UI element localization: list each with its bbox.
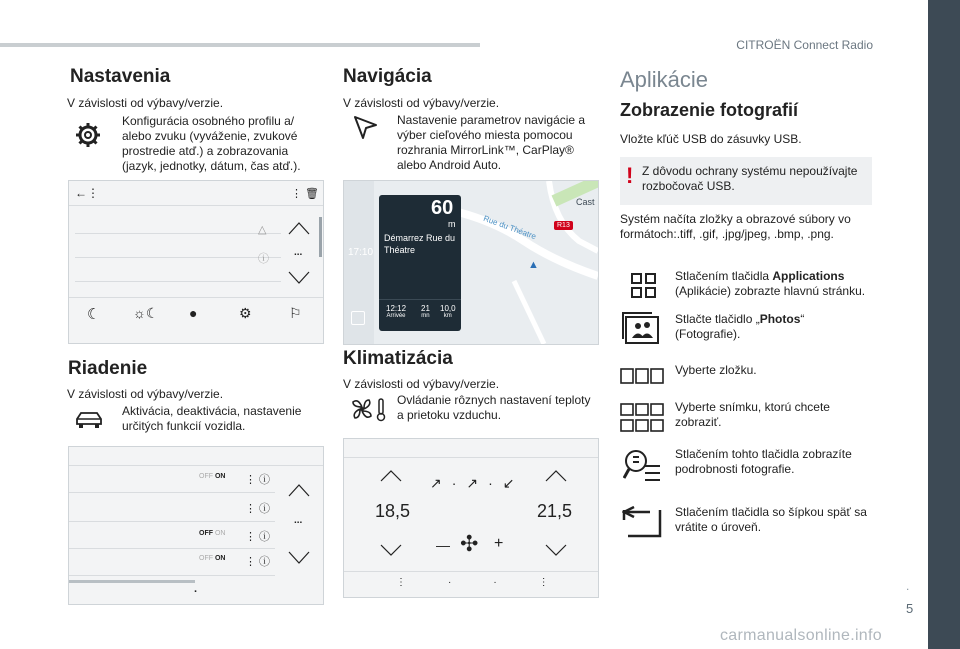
photo-details-icon xyxy=(623,448,661,486)
step-photos: Stlačte tlačidlo „Photos“ (Fotografie). xyxy=(675,312,805,341)
photos-section-title: Zobrazenie fotografií xyxy=(620,100,799,120)
scroll-up-icon[interactable] xyxy=(288,221,310,240)
back-arrow-icon[interactable]: ←⋮ xyxy=(75,186,99,200)
guidance-card xyxy=(379,195,461,331)
bottom-dots: ⋮··⋮ xyxy=(396,577,591,588)
navigation-arrow-icon xyxy=(352,114,380,142)
road-label: Rue du Théatre xyxy=(482,213,538,242)
location-settings-icon[interactable]: ⚐ xyxy=(289,305,302,321)
temp-left-up-icon[interactable] xyxy=(380,469,402,487)
climate-screen xyxy=(343,438,599,598)
page-dot: . xyxy=(194,583,198,595)
warning-note: ! Z dôvodu ochrany systému nepoužívajte rozbočovač USB. xyxy=(620,157,872,205)
photos-icon xyxy=(622,309,660,345)
riadenie-title: Riadenie xyxy=(68,358,148,379)
step-applications: Stlačením tlačidla Applications (Aplikácie) zobrazte hlavnú stránku. xyxy=(675,269,866,298)
row-2-info-icon[interactable]: ⋮ ⓘ xyxy=(245,503,271,515)
toggle-1[interactable]: OFF ON xyxy=(199,473,226,480)
duration: 21 mn xyxy=(421,304,430,319)
navigacia-title: Navigácia xyxy=(343,66,432,87)
step-details: Stlačením tohto tlačidla zobrazíte podrobnosti fotografie. xyxy=(675,447,852,476)
position-arrow-icon: ▲ xyxy=(528,259,539,271)
temp-right-up-icon[interactable] xyxy=(545,469,567,487)
brightness-icon[interactable]: ☼☾ xyxy=(133,305,159,321)
temp-right-down-icon[interactable] xyxy=(545,543,567,561)
applications-grid-icon xyxy=(631,273,657,299)
scroll-down-icon[interactable] xyxy=(288,551,310,570)
page-dots: ... xyxy=(294,247,303,258)
navigation-screen xyxy=(343,180,599,345)
road-badge: R13 xyxy=(554,221,573,230)
turn-distance: 60 xyxy=(431,197,454,219)
fan-increase-icon[interactable]: + xyxy=(494,535,504,552)
scroll-up-icon[interactable] xyxy=(288,483,310,502)
step-back: Stlačením tlačidla so šípkou späť sa vrátite o úroveň. xyxy=(675,505,867,534)
folders-row-icon xyxy=(620,367,664,385)
back-arrow-icon xyxy=(622,506,662,538)
temp-left-down-icon[interactable] xyxy=(380,543,402,561)
air-distribution-icons[interactable]: ↗·↗·↙ xyxy=(430,475,525,491)
nastavenia-title: Nastavenia xyxy=(70,66,171,87)
page-number: 5 xyxy=(906,601,914,616)
car-icon xyxy=(74,409,104,431)
navigacia-sub: V závislosti od výbavy/verzie. xyxy=(343,96,500,110)
tab-indicator xyxy=(69,580,195,583)
step-folder: Vyberte zložku. xyxy=(675,363,757,377)
info-icon: ⓘ xyxy=(258,253,269,265)
row-4-info-icon[interactable]: ⋮ ⓘ xyxy=(245,556,271,568)
klimatizacia-desc: Ovládanie rôznych nastavení teploty a prietoku vzduchu. xyxy=(397,393,591,422)
fan-temperature-icon xyxy=(350,396,388,422)
usb-intro: Vložte kľúč USB do zásuvky USB. xyxy=(620,132,802,146)
top-rule xyxy=(0,43,480,47)
street-instruction: Démarrez Rue du Théatre xyxy=(384,233,456,255)
klimatizacia-sub: V závislosti od výbavy/verzie. xyxy=(343,377,500,391)
side-band xyxy=(928,0,960,649)
row-3-info-icon[interactable]: ⋮ ⓘ xyxy=(245,531,271,543)
fan-icon: ✣ xyxy=(460,531,479,556)
aplikacie-title: Aplikácie xyxy=(620,67,709,92)
manual-header: CITROËN Connect Radio xyxy=(736,38,873,52)
night-mode-icon[interactable]: ☾ xyxy=(87,306,101,323)
nastavenia-sub: V závislosti od výbavy/verzie. xyxy=(67,96,224,110)
scrollbar[interactable] xyxy=(319,217,322,257)
toggle-3[interactable]: OFF ON xyxy=(199,555,226,562)
home-icon[interactable] xyxy=(351,311,365,325)
profile-icon[interactable]: ● xyxy=(189,305,198,321)
settings-screen xyxy=(68,180,324,344)
arrival-time: 12:12 Arrivée xyxy=(386,304,407,319)
nastavenia-desc: Konfigurácia osobného profilu a/ alebo zvuku (vyváženie, zvukové prostredie atď.) a zobrazovania (jazyk, jednotky, dátum, čas atď.). xyxy=(122,114,301,173)
page-dots: ... xyxy=(294,515,303,526)
fan-decrease-icon[interactable]: — xyxy=(436,537,450,553)
distance-remaining: 10,0 km xyxy=(440,304,456,319)
klimatizacia-title: Klimatizácia xyxy=(343,348,453,369)
nav-clock: 17:10 xyxy=(348,247,374,258)
row-1-info-icon[interactable]: ⋮ ⓘ xyxy=(245,474,271,486)
turn-distance-unit: m xyxy=(448,219,456,229)
scroll-down-icon[interactable] xyxy=(288,271,310,290)
riadenie-sub: V závislosti od výbavy/verzie. xyxy=(67,387,224,401)
vehicle-screen xyxy=(68,446,324,605)
map-city: Cast xyxy=(576,197,595,207)
triangle-icon: △ xyxy=(258,224,267,236)
warning-icon: ! xyxy=(626,163,634,188)
navigacia-desc: Nastavenie parametrov navigácie a výber cieľového miesta pomocou rozhrania MirrorLink™, CarPlay® alebo Android Auto. xyxy=(397,113,586,172)
formats-text: Systém načíta zložky a obrazové súbory vo formátoch:.tiff, .gif, .jpg/jpeg, .bmp, .png. xyxy=(620,212,851,241)
toggle-2[interactable]: OFF ON xyxy=(199,530,226,537)
watermark: carmanualsonline.info xyxy=(720,627,882,644)
system-settings-icon[interactable]: ⚙ xyxy=(239,305,252,321)
temp-left: 18,5 xyxy=(375,501,411,521)
step-picture: Vyberte snímku, ktorú chcete zobraziť. xyxy=(675,400,830,429)
settings-gear-icon xyxy=(74,121,102,149)
menu-trash-icon[interactable]: ⋮ 🗑 xyxy=(291,188,320,200)
pictures-grid-icon xyxy=(620,402,664,434)
page-dot: . xyxy=(906,579,910,593)
riadenie-desc: Aktivácia, deaktivácia, nastavenie určitých funkcií vozidla. xyxy=(122,404,302,433)
temp-right: 21,5 xyxy=(537,501,573,521)
